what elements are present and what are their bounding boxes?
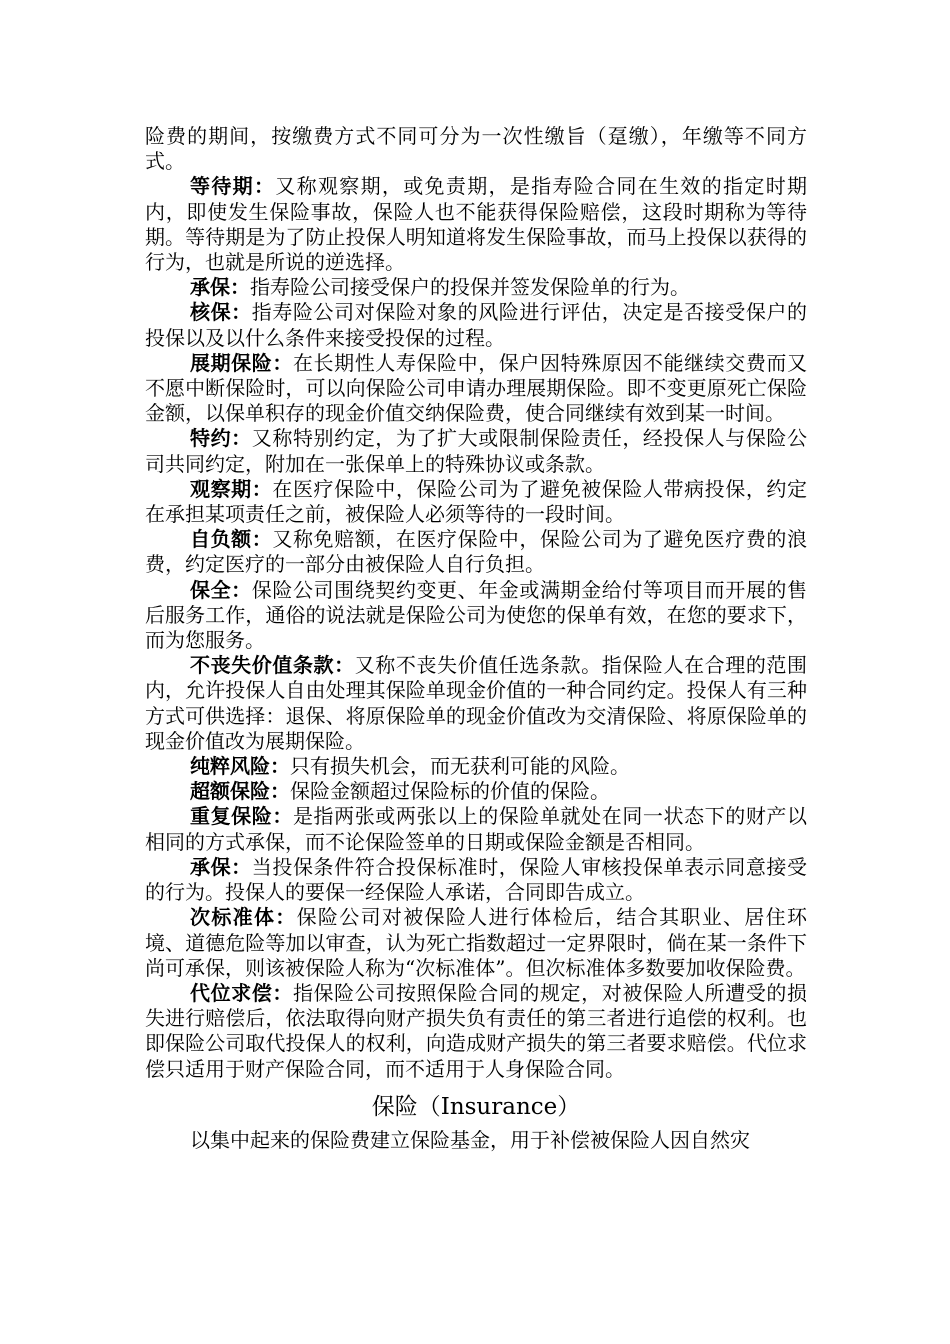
entry-policy-service [145,578,807,654]
entry-text: 保险公司对被保险人进行体检后，结合其职业、居住环境、道德危险等加以审查，认为死亡指数超过一定界限时，倘在某一条件下尚可承保，则该被保险人称为“次标准体”。但次标准体多数要加收保险费。 [145,905,808,980]
entry-double-insurance [145,804,807,854]
entry-text: 又称观察期，或免责期，是指寿险合同在生效的指定时期内，即使发生保险事故，保险人也不能获得保险赔偿，这段时期称为等待期。等待期是为了防止投保人明知道将发生保险事故，而马上投保以获得的行为，也就是所说的逆选择。 [145,174,808,275]
entry-special-agreement [145,426,807,476]
section-paragraph: 以集中起来的保险费建立保险基金，用于补偿被保险人因自然灾 [190,1127,750,1152]
entry-text: 在长期性人寿保险中，保户因特殊原因不能继续交费而又不愿中断保险时，可以向保险公司申请办理展期保险。即不变更原死亡保险金额，以保单积存的现金价值交纳保险费，使合同继续有效到某一时间。 [145,350,808,426]
intro-paragraph: 险费的期间，按缴费方式不同可分为一次性缴旨（趸缴），年缴等不同方式。 [145,124,807,174]
entry-text: 指保险公司按照保险合同的规定，对被保险人所遭受的损失进行赔偿后，依法取得向财产损失负有责任的第三者进行追偿的权利。也即保险公司取代投保人的权利，向造成财产损失的第三者要求赔偿。代位求偿只适用于财产保险合同，而不适用于人身保险合同。 [145,980,808,1081]
entry-term: 展期保险： [190,350,293,375]
entry-text: 当投保条件符合投保标准时，保险人审核投保单表示同意接受的行为。投保人的要保一经保险人承诺，合同即告成立。 [145,854,808,905]
entry-text: 在医疗保险中，保险公司为了避免被保险人带病投保，约定在承担某项责任之前，被保险人必须等待的一段时间。 [145,476,808,527]
entry-term: 自负额： [190,527,273,552]
entry-subrogation [145,981,807,1082]
entry-pure-risk [145,754,807,779]
entry-acceptance [145,855,807,905]
entry-text: 又称不丧失价值任选条款。指保险人在合理的范围内，允许投保人自由处理其保险单现金价值的一种合同约定。投保人有三种方式可供选择：退保、将原保险单的现金价值改为交清保险、将原保险单的现金价值改为展期保险。 [145,653,808,753]
entry-term: 不丧失价值条款： [190,653,355,678]
entry-underwriting-acceptance [145,275,807,300]
entry-underwriting-review [145,300,807,350]
entry-text: 是指两张或两张以上的保险单就处在同一状态下的财产以相同的方式承保，而不论保险签单的日期或保险金额是否相同。 [145,804,808,854]
entry-deductible [145,527,807,577]
entry-term: 承保： [190,275,250,300]
document-page [145,124,807,1153]
entry-text: 保险公司围绕契约变更、年金或满期金给付等项目而开展的售后服务工作，通俗的说法就是保险公司为使您的保单有效，在您的要求下，而为您服务。 [145,577,808,653]
entry-observation-period [145,477,807,527]
entry-text: 保险金额超过保险标的价值的保险。 [290,779,610,804]
entry-term: 超额保险： [190,779,290,804]
entry-extended-insurance [145,351,807,427]
entry-text: 又称特别约定，为了扩大或限制保险责任，经投保人与保险公司共同约定，附加在一张保单上的特殊协议或条款。 [145,426,808,476]
entry-text: 又称免赔额，在医疗保险中，保险公司为了避免医疗费的浪费，约定医疗的一部分由被保险人自行负担。 [145,527,808,577]
entry-nonforfeiture [145,653,807,754]
entry-term: 等待期： [190,174,276,199]
entry-term: 纯粹风险： [190,754,290,779]
entry-term: 次标准体： [190,905,297,930]
entry-waiting-period [145,174,807,275]
entry-term: 保全： [190,577,252,602]
section-title: 保险（Insurance） [371,1093,581,1120]
entry-term: 承保： [190,854,252,879]
entry-term: 代位求偿： [190,980,293,1005]
entry-term: 特约： [190,426,252,451]
entry-term: 重复保险： [190,804,293,829]
entry-text: 指寿险公司对保险对象的风险进行评估，决定是否接受保户的投保以及以什么条件来接受投保的过程。 [145,300,808,350]
entry-substandard-risk [145,905,807,981]
entry-term: 观察期： [190,476,273,501]
entry-over-insurance [145,779,807,804]
entry-text: 只有损失机会，而无获利可能的风险。 [290,754,630,779]
entry-text: 指寿险公司接受保户的投保并签发保险单的行为。 [250,275,690,300]
entry-term: 核保： [190,300,252,325]
